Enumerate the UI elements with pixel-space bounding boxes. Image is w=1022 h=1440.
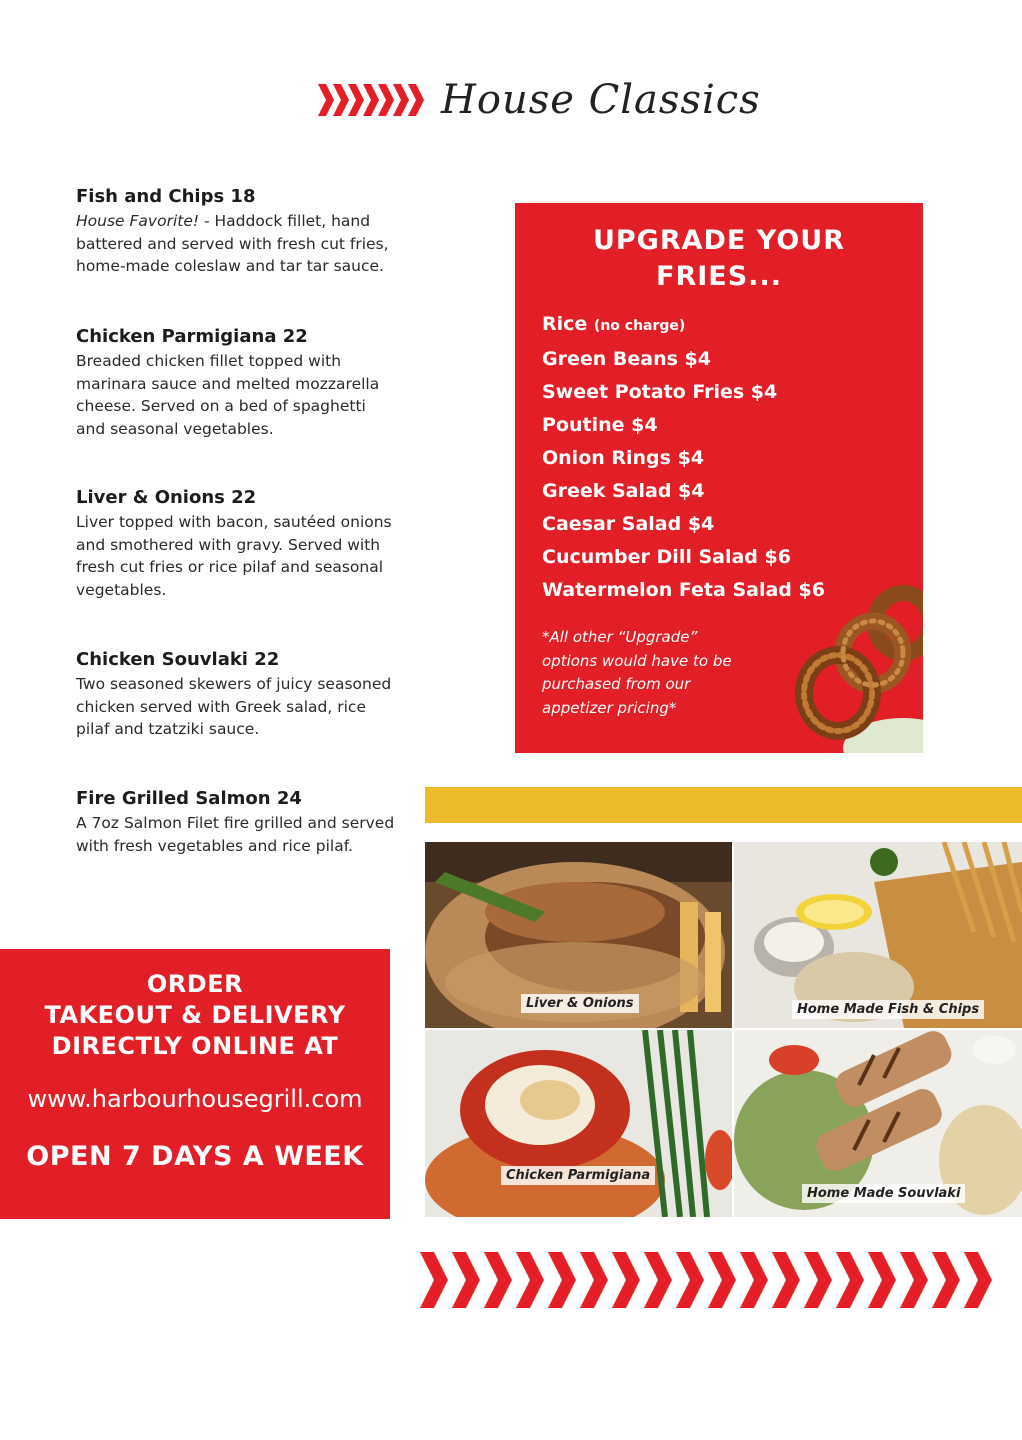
house-favorite-label: House Favorite! <box>76 212 200 230</box>
chevron-right-icon <box>740 1250 768 1310</box>
chevron-right-icon <box>363 83 379 117</box>
chevron-right-icon <box>644 1250 672 1310</box>
menu-item-fish-and-chips <box>76 186 396 278</box>
chevron-right-icon <box>420 1250 448 1310</box>
chevron-right-icon <box>408 83 424 117</box>
photo-souvlaki <box>734 1030 1022 1217</box>
chevron-right-icon <box>868 1250 896 1310</box>
chevron-arrows-icon <box>318 83 423 117</box>
chevron-right-icon <box>348 83 364 117</box>
chevron-arrows-icon <box>420 1250 996 1310</box>
chevron-right-icon <box>548 1250 576 1310</box>
photo-liver-and-onions <box>425 842 732 1028</box>
menu-item-name: Fish and Chips 18 <box>76 186 256 207</box>
chevron-right-icon <box>580 1250 608 1310</box>
menu-item-fire-grilled-salmon <box>76 788 396 857</box>
chevron-right-icon <box>393 83 409 117</box>
upgrade-option: Onion Rings $4 <box>542 447 705 469</box>
menu-item-description: Breaded chicken fillet topped with marinara sauce and melted mozzarella cheese. Served on a bed of spaghetti and seasonal vegetables. <box>76 352 380 438</box>
menu-item-name: Liver & Onions 22 <box>76 487 257 508</box>
chevron-right-icon <box>333 83 349 117</box>
upgrade-options <box>542 308 825 607</box>
photo-caption: Home Made Fish & Chips <box>792 1000 984 1019</box>
upgrade-footnote: *All other “Upgrade” options would have to be purchased from our appetizer pricing* <box>542 628 732 717</box>
photo-caption: Home Made Souvlaki <box>802 1184 965 1203</box>
upgrade-option: Green Beans $4 <box>542 348 711 370</box>
upgrade-option: Caesar Salad $4 <box>542 513 715 535</box>
chevron-right-icon <box>932 1250 960 1310</box>
chevron-right-icon <box>484 1250 512 1310</box>
menu-item-name: Chicken Souvlaki 22 <box>76 649 280 670</box>
chevron-right-icon <box>836 1250 864 1310</box>
photo-fish-and-chips <box>734 842 1022 1028</box>
page-title: House Classics <box>441 77 761 123</box>
chevron-right-icon <box>516 1250 544 1310</box>
chevron-right-icon <box>612 1250 640 1310</box>
chevron-right-icon <box>900 1250 928 1310</box>
page-header <box>318 70 761 130</box>
upgrade-option: Poutine $4 <box>542 414 658 436</box>
menu-item-chicken-souvlaki <box>76 649 396 741</box>
upgrade-option: Watermelon Feta Salad $6 <box>542 579 825 601</box>
menu-item-liver-and-onions <box>76 487 396 601</box>
menu-item-description: House Favorite! - Haddock fillet, hand battered and served with fresh cut fries, home-made coleslaw and tar tar sauce. <box>76 212 389 275</box>
menu-item-description: Two seasoned skewers of juicy seasoned chicken served with Greek salad, rice pilaf and tzatziki sauce. <box>76 675 392 738</box>
menu-item-description: A 7oz Salmon Filet fire grilled and served with fresh vegetables and rice pilaf. <box>76 814 395 855</box>
chevron-right-icon <box>708 1250 736 1310</box>
chevron-right-icon <box>318 83 334 117</box>
chevron-right-icon <box>378 83 394 117</box>
chevron-right-icon <box>772 1250 800 1310</box>
photo-caption: Chicken Parmigiana <box>501 1166 655 1185</box>
photo-chicken-parmigiana <box>425 1030 732 1217</box>
upgrade-option: Cucumber Dill Salad $6 <box>542 546 791 568</box>
onion-rings-image <box>753 578 923 753</box>
upgrade-option: Rice (no charge) <box>542 313 686 335</box>
menu-item-chicken-parmigiana <box>76 326 396 440</box>
opening-hours: OPEN 7 DAYS A WEEK <box>26 1141 364 1172</box>
menu-item-name: Chicken Parmigiana 22 <box>76 326 308 347</box>
chicken-parmigiana-image <box>425 1030 732 1217</box>
order-online-box <box>0 949 390 1219</box>
yellow-divider-bar <box>425 787 1022 823</box>
photo-grid <box>425 842 1022 1217</box>
upgrade-option: Sweet Potato Fries $4 <box>542 381 778 403</box>
chevron-right-icon <box>676 1250 704 1310</box>
menu-item-description: Liver topped with bacon, sautéed onions and smothered with gravy. Served with fresh cut fries or rice pilaf and seasonal vegetables. <box>76 513 392 599</box>
chevron-right-icon <box>804 1250 832 1310</box>
photo-caption: Liver & Onions <box>521 994 639 1013</box>
chevron-right-icon <box>452 1250 480 1310</box>
upgrade-option: Greek Salad $4 <box>542 480 705 502</box>
upgrade-fries-box <box>515 203 923 753</box>
menu-item-name: Fire Grilled Salmon 24 <box>76 788 302 809</box>
order-heading: ORDER TAKEOUT & DELIVERY DIRECTLY ONLINE AT <box>44 970 346 1060</box>
website-link[interactable]: www.harbourhousegrill.com <box>27 1085 363 1113</box>
upgrade-title: UPGRADE YOUR FRIES... <box>592 225 846 292</box>
chevron-right-icon <box>964 1250 992 1310</box>
